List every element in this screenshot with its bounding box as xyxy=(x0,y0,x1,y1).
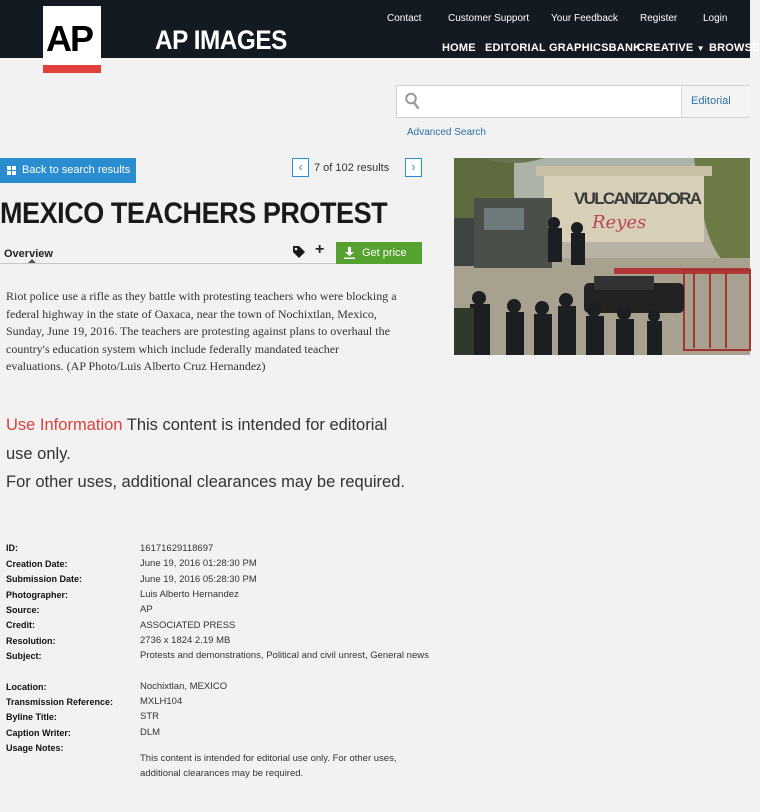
meta-value: ASSOCIATED PRESS xyxy=(140,620,236,631)
result-count: 7 of 102 results xyxy=(314,162,390,174)
search-icon[interactable] xyxy=(404,92,420,110)
search-input[interactable] xyxy=(429,90,669,114)
back-to-results-button[interactable] xyxy=(0,158,136,183)
nav-home[interactable]: HOME xyxy=(442,42,476,54)
search-scope-select[interactable]: Editorial xyxy=(681,86,751,117)
meta-value: AP xyxy=(140,604,153,615)
meta-label: Caption Writer: xyxy=(6,728,71,738)
tab-overview[interactable]: Overview xyxy=(4,248,53,260)
news-photo[interactable] xyxy=(454,158,750,355)
back-to-results-label: Back to search results xyxy=(22,164,131,176)
meta-label: Source: xyxy=(6,605,40,615)
meta-value: MXLH104 xyxy=(140,696,183,707)
meta-label: Creation Date: xyxy=(6,559,68,569)
meta-value: STR xyxy=(140,711,159,722)
chevron-left-icon: ‹ xyxy=(298,160,303,174)
grid-icon xyxy=(7,166,17,176)
nav-graphicsbank[interactable]: GRAPHICSBANK xyxy=(549,42,642,54)
search-bar xyxy=(396,85,750,118)
meta-label: Byline Title: xyxy=(6,712,57,722)
meta-label: Subject: xyxy=(6,651,42,661)
ap-logo[interactable] xyxy=(43,6,101,73)
meta-label: Location: xyxy=(6,682,47,692)
meta-value: June 19, 2016 05:28:30 PM xyxy=(140,574,257,585)
logo-accent-bar xyxy=(43,65,101,73)
photo-caption: Riot police use a rifle as they battle with protesting teachers who were blocking a federal highway in the state of Oaxaca, near the town of Nochixtlan, Mexico, Sunday, June 19, 2016. The teachers are protesting against plans to overhaul the country's education system which include federally mandated teacher evaluations. (AP Photo/Luis Alberto Cruz Hernandez) xyxy=(6,289,397,374)
use-information-label: Use Information xyxy=(6,416,123,434)
meta-label: Usage Notes: xyxy=(6,743,64,753)
nav-creative-label: CREATIVE xyxy=(637,42,694,54)
feedback-link[interactable]: Your Feedback xyxy=(551,13,618,24)
use-information-line1: This content is intended for editorial use only. xyxy=(6,416,388,463)
meta-label: Resolution: xyxy=(6,636,56,646)
previous-result-button[interactable] xyxy=(292,158,309,177)
use-information xyxy=(6,411,406,497)
photo-illustration xyxy=(454,158,750,355)
meta-label: ID: xyxy=(6,543,18,553)
brand-title[interactable]: AP IMAGES xyxy=(155,25,287,55)
sign-text-script: Reyes xyxy=(592,212,647,233)
login-link[interactable]: Login xyxy=(703,13,728,24)
meta-value: This content is intended for editorial use only. For other uses, additional clearances may be required. xyxy=(140,753,397,779)
next-result-button[interactable] xyxy=(405,158,422,177)
contact-link[interactable]: Contact xyxy=(387,13,422,24)
chevron-right-icon: › xyxy=(411,160,416,174)
meta-value: Protests and demonstrations, Political and civil unrest, General news xyxy=(140,650,429,661)
nav-browse[interactable]: BROWSE xyxy=(709,42,760,54)
customer-support-link[interactable]: Customer Support xyxy=(448,13,530,24)
download-icon xyxy=(344,247,355,259)
get-price-button[interactable] xyxy=(336,242,422,264)
logo-text: AP xyxy=(46,18,93,59)
meta-value: June 19, 2016 01:28:30 PM xyxy=(140,558,257,569)
meta-value: Nochixtlan, MEXICO xyxy=(140,681,228,692)
advanced-search-link[interactable]: Advanced Search xyxy=(407,127,486,138)
meta-value: 16171629118697 xyxy=(140,543,214,554)
page-title: MEXICO TEACHERS PROTEST xyxy=(0,197,388,230)
meta-label: Submission Date: xyxy=(6,574,83,584)
meta-value: DLM xyxy=(140,727,161,738)
register-link[interactable]: Register xyxy=(640,13,678,24)
nav-editorial[interactable]: EDITORIAL xyxy=(485,42,546,54)
nav-creative[interactable] xyxy=(637,42,705,54)
meta-value: 2736 x 1824 2.19 MB xyxy=(140,635,231,646)
meta-label: Photographer: xyxy=(6,590,68,600)
add-to-lightbox-icon[interactable]: + xyxy=(315,241,325,258)
meta-label: Credit: xyxy=(6,620,35,630)
use-information-line2: For other uses, additional clearances may be required. xyxy=(6,473,405,491)
tab-active-indicator xyxy=(28,259,36,263)
caret-down-icon: ▼ xyxy=(696,44,705,53)
meta-value: Luis Alberto Hernandez xyxy=(140,589,239,600)
tag-icon[interactable] xyxy=(292,245,306,259)
get-price-label: Get price xyxy=(362,247,407,259)
sign-text: VULCANIZADORA xyxy=(574,189,702,208)
meta-label: Transmission Reference: xyxy=(6,697,114,707)
